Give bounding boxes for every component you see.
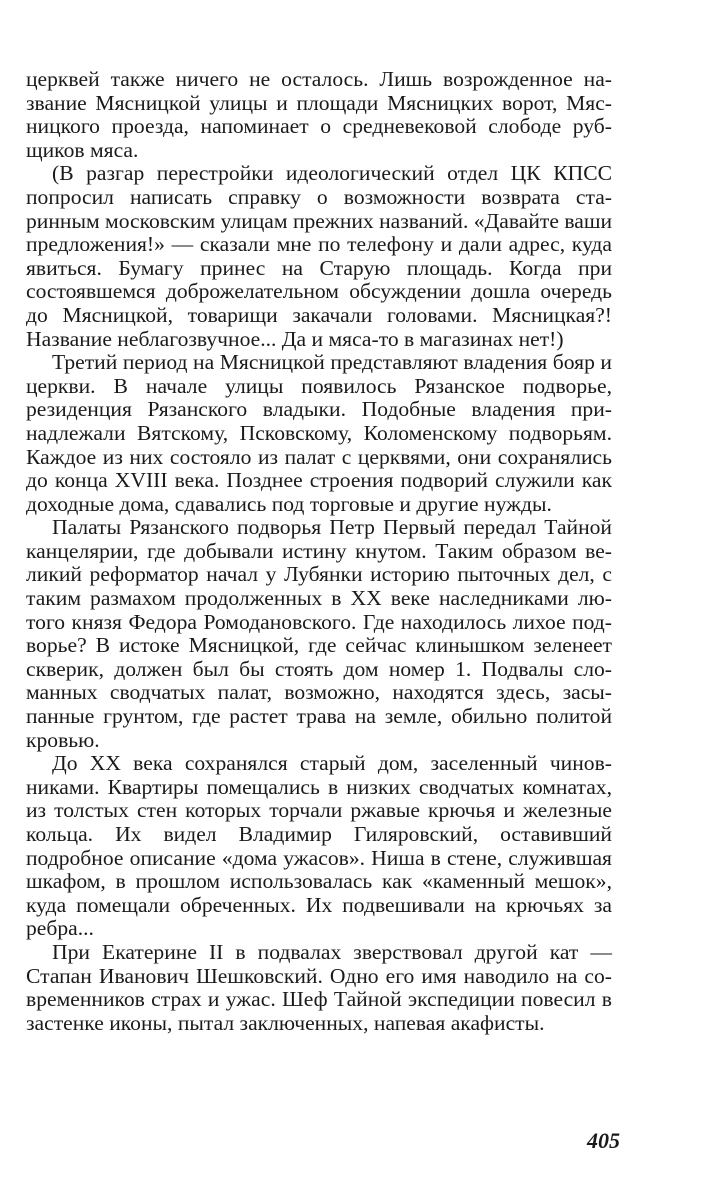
body-text <box>26 68 612 1035</box>
paragraph-third-period: Третий период на Мясницкой представляют владения бояр и церкви. В начале улицы появилось Рязанское подворье, резиденция Рязанского владыки. Подобные владения принадлежали Вятскому, Псковскому, Коломенскому подворьям. Каждое из них состояло из палат с церквями, они сохранялись до конца XVIII века. Позднее строения подворий служили как доходные дома, сдавались под торговые и другие нужды. <box>26 350 612 516</box>
paragraph-ryazan-chambers: Палаты Рязанского подворья Петр Первый передал Тайной канцелярии, где добывали истину кнутом. Таким образом великий реформатор начал у Лубянки историю пыточных дел, с таким размахом продолженных в XX веке наследниками лютого князя Федора Ромодановского. Где находилось лихое подворье? В истоке Мясницкой, где сейчас клинышком зеленеет скверик, должен был бы стоять дом номер 1. Подвалы сломанных сводчатых палат, возможно, находятся здесь, засыпанные грунтом, где растет трава на земле, обильно политой кровью. <box>26 515 612 752</box>
paragraph-perestroika-aside: (В разгар перестройки идеологический отдел ЦК КПСС попросил написать справку о возможности возврата старинным московским улицам прежних названий. «Давайте ваши предложения!» — сказали мне по телефону и дали адрес, куда явиться. Бумагу принес на Старую площадь. Когда при состоявшемся доброжелательном обсуждении дошла очередь до Мясницкой, товарищи закачали головами. Мясницкая?! Название неблагозвучное... Да и мяса-то в магазинах нет!) <box>26 161 613 351</box>
paragraph-house-of-horrors: До XX века сохранялся старый дом, заселенный чиновниками. Квартиры помещались в низких сводчатых комнатах, из толстых стен которых торчали ржавые крючья и железные кольца. Их видел Владимир Гиляровский, оставивший подробное описание «дома ужасов». Ниша в стене, служившая шкафом, в прошлом использовалась как «каменный мешок», куда помещали обреченных. Их подвешивали на крючьях за ребра... <box>26 751 612 941</box>
page-number: 405 <box>587 1128 620 1153</box>
paragraph-catherine-era: При Екатерине II в подвалах зверствовал другой кат — Стапан Иванович Шешковский. Одно его имя наводило на современников страх и ужас. Шеф Тайной экспедиции повесил в застенке иконы, пытал заключенных, напевая акафисты. <box>26 939 612 1035</box>
paragraph-continued: церквей также ничего не осталось. Лишь возрожденное название Мясницкой улицы и площади Мясницких ворот, Мясницкого проезда, напоминает о средневековой слободе рубщиков мяса. <box>26 67 612 162</box>
